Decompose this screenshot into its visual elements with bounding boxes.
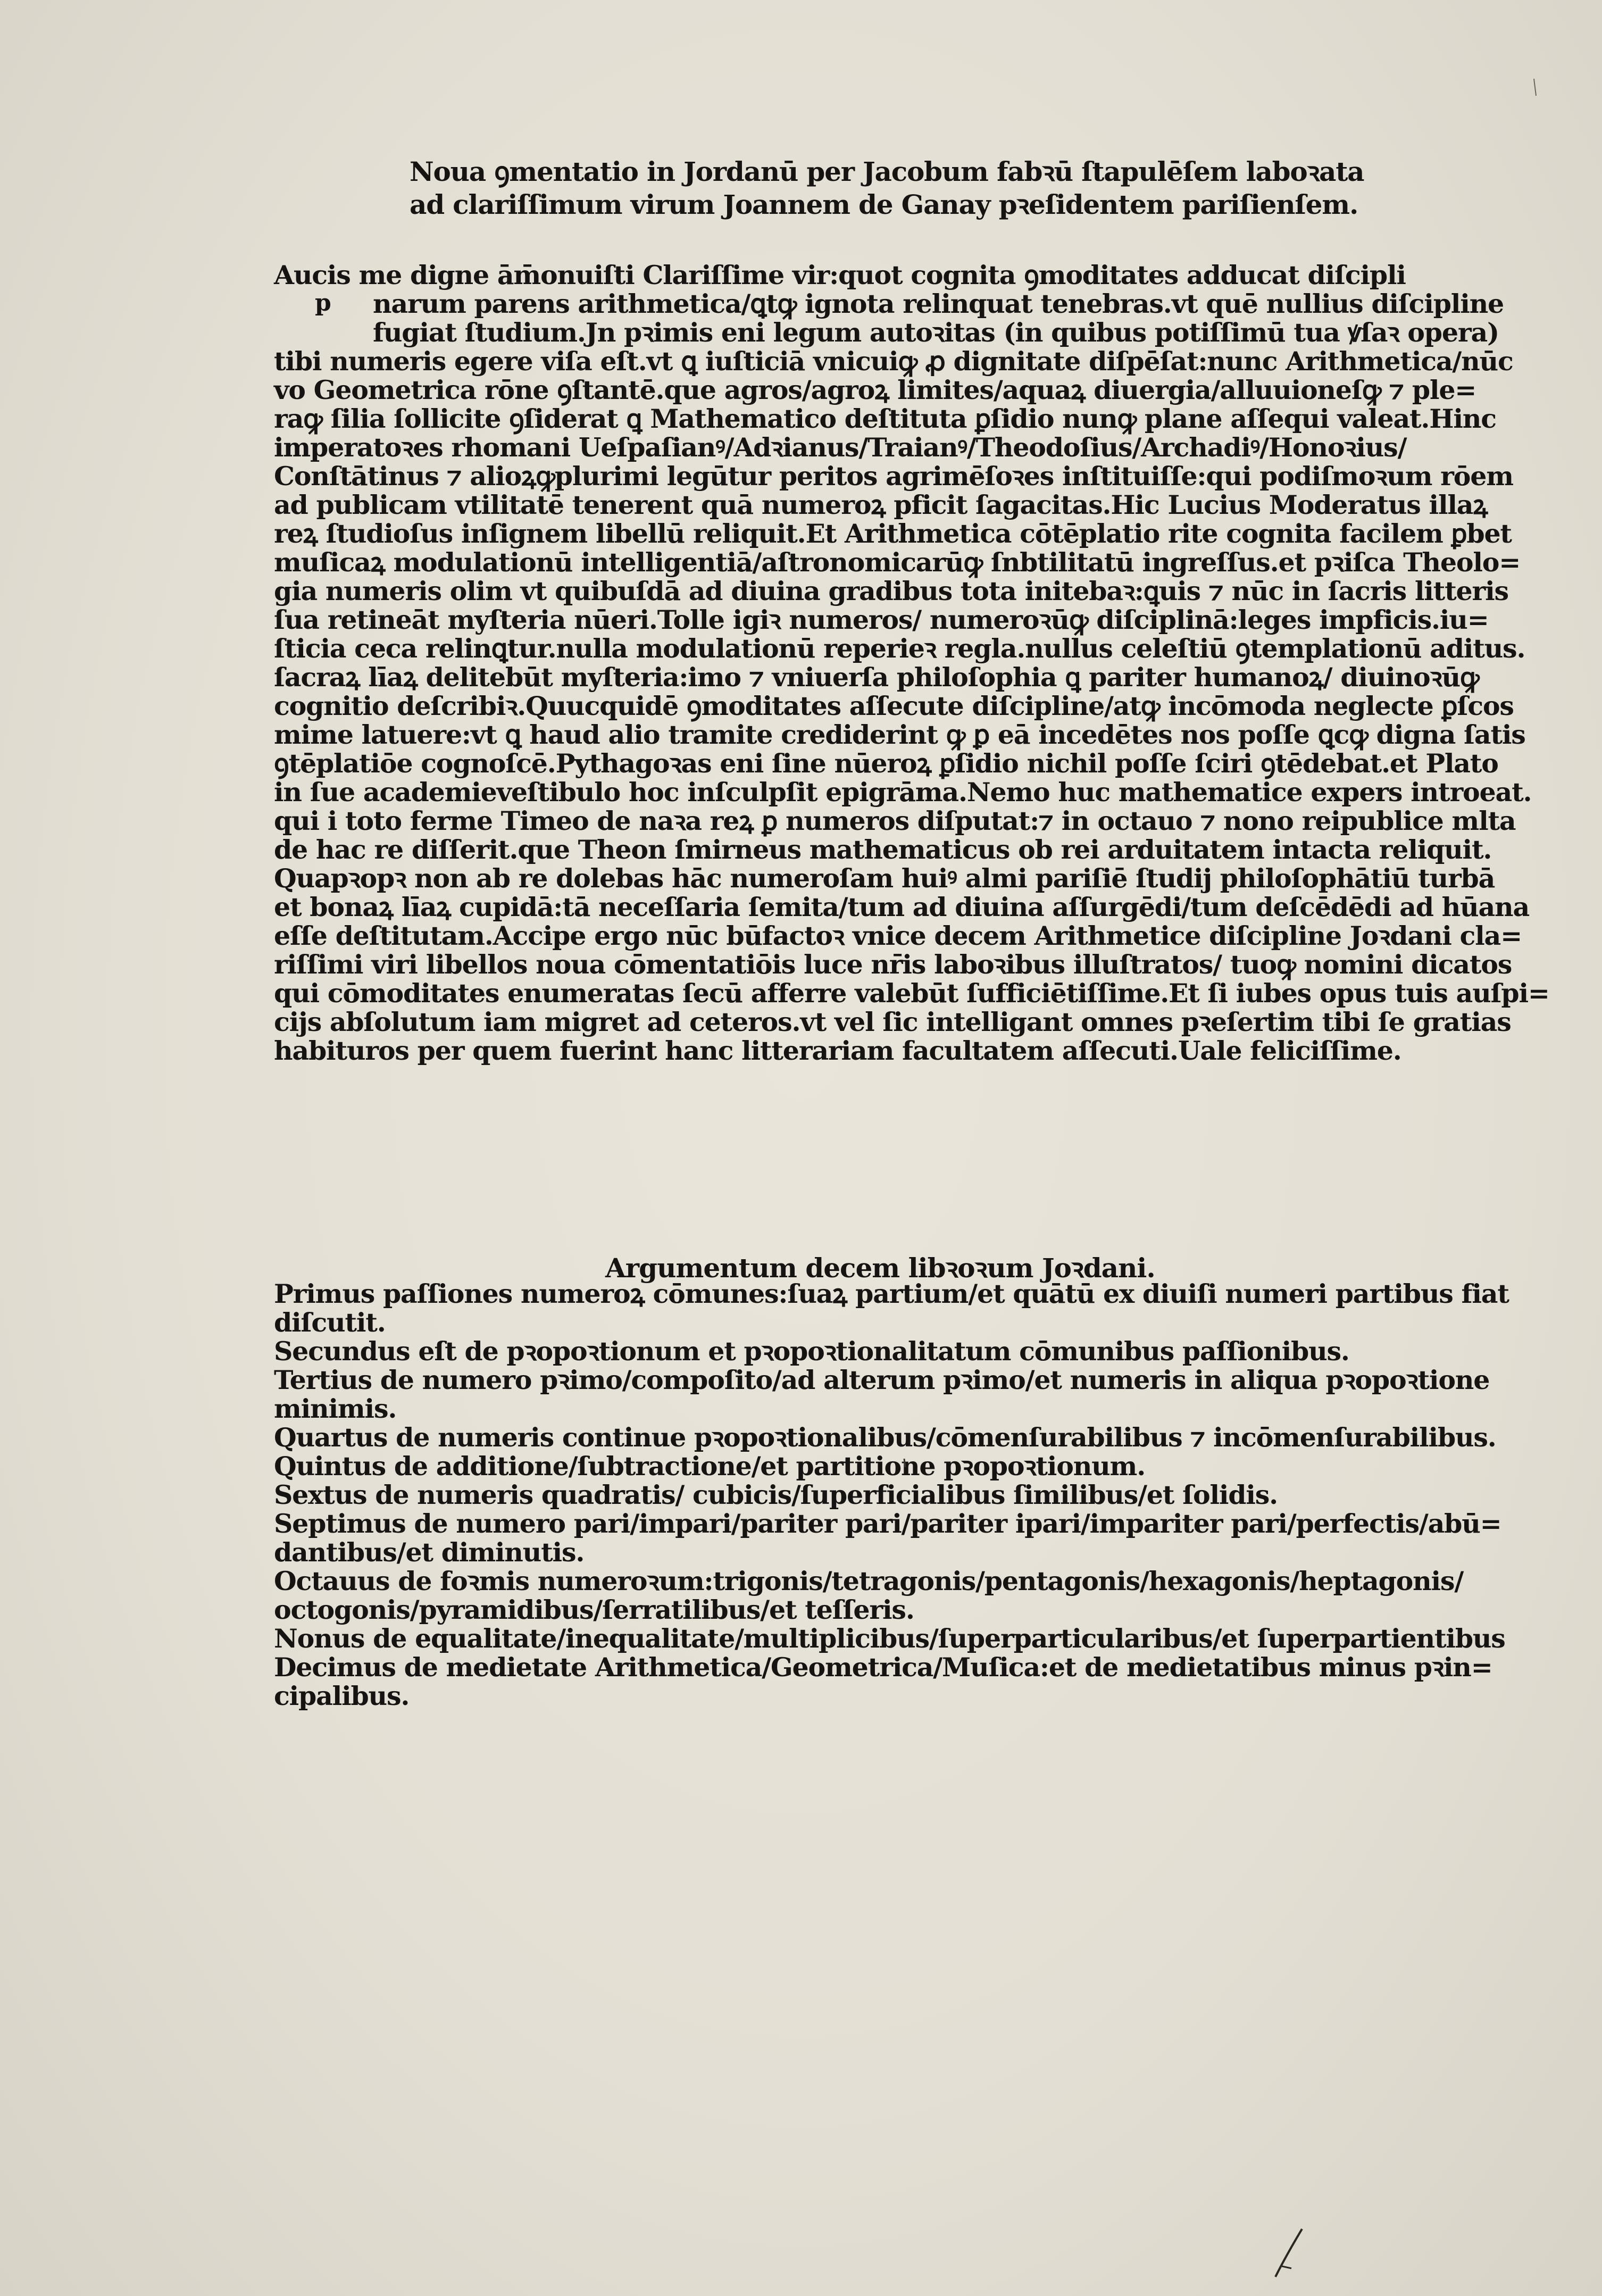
text-line: ad publicam vtilitatē tenerent quā numeroꝝ pficit ſagacitas.Hic Lucius Moderatus illaꝝ	[274, 489, 1488, 520]
text-line: ſticia ceca relinꝗtur.nulla modulationū reperieꝛ regla.nullus celeſtiū ꝯtemplationū aditus.	[274, 633, 1525, 664]
heading-line: ad clariſſimum virum Joannem de Ganay pꝛeſidentem pariſienſem.	[410, 189, 1358, 220]
text-line: in ſue academieveſtibulo hoc inſculpſit epigrāma.Nemo huc mathematice expers introeat.	[274, 777, 1532, 808]
text-line: habituros per quem fuerint hanc litterariam facultatem aſſecuti.Uale feliciſſime.	[274, 1035, 1401, 1066]
argument-line: Septimus de numero pari/impari/pariter pari/pariter ipari/impariter pari/perfectis/abū=	[274, 1508, 1501, 1539]
argument-line: Decimus de medietate Arithmetica/Geometrica/Muſica:et de medietatibus minus pꝛin=	[274, 1652, 1492, 1683]
text-line: vo Geometrica rōne ꝯſtantē.que agros/agroꝝ limites/aquaꝝ diuergia/alluuioneſꝙ ⁊ ple=	[274, 375, 1476, 405]
text-line: raꝙ ſilia ſollicite ꝯſiderat ꝗ Mathematico deſtituta ꝑſidio nunꝙ plane aſſequi valeat.Hinc	[274, 403, 1496, 434]
text-line: mime latuere:vt ꝗ haud alio tramite crediderint ꝙ ꝑ eā incedētes nos poſſe ꝗcꝙ digna ſatis	[274, 719, 1525, 750]
text-line: imperatoꝛes rhomani Ueſpaſianꝰ/Adꝛianus/Traianꝰ/Theodoſius/Archadiꝰ/Honoꝛius/	[274, 432, 1407, 463]
heading-line: Noua ꝯmentatio in Jordanū per Jacobum fabꝛū ſtapulēſem laboꝛata	[410, 156, 1364, 187]
text-line: qui cōmoditates enumeratas ſecū afferre valebūt ſufficiētiſſime.Et ſi iubes opus tuis auſpi=	[274, 978, 1549, 1009]
argument-line: diſcutit.	[274, 1307, 386, 1338]
text-line: Conſtātinus ⁊ alioꝝꝙplurimi legūtur peritos agrimēſoꝛes inſtituiſſe:qui podiſmoꝛum rōem	[274, 461, 1513, 492]
text-line: narum parens arithmetica/ꝗtꝙ ignota relinquat tenebras.vt quē nullius diſcipline	[373, 288, 1504, 319]
text-line: Aucis me digne ām̄onuiſti Clariſſime vir:quot cognita ꝯmoditates adducat diſcipli	[274, 260, 1406, 290]
argument-line: Primus paſſiones numeroꝝ cōmunes:ſuaꝝ partium/et quātū ex diuiſi numeri partibus fiat	[274, 1278, 1509, 1309]
text-line: qui i toto ferme Timeo de naꝛa reꝝ ꝑ numeros diſputat:⁊ in octauo ⁊ nono reipublice mlta	[274, 805, 1516, 836]
text-line: fugiat ſtudium.Jn pꝛimis eni legum autoꝛitas (in quibus potiſſimū tua ꝟſaꝛ opera)	[373, 317, 1499, 348]
text-line: gia numeris olim vt quibuſdā ad diuina gradibus tota initebaꝛ:ꝗuis ⁊ nūc in ſacris litteris	[274, 576, 1508, 606]
arguments-list	[274, 1278, 1509, 1711]
text-line: cijs abſolutum iam migret ad ceteros.vt vel ſic intelligant omnes pꝛeſertim tibi ſe gratias	[274, 1006, 1511, 1037]
argument-line: Sextus de numeris quadratis/ cubicis/ſuperficialibus ſimilibus/et ſolidis.	[274, 1479, 1278, 1510]
ink-speck-icon	[902, 1458, 908, 1468]
argument-line: Octauus de foꝛmis numeroꝛum:trigonis/tetragonis/pentagonis/hexagonis/heptagonis/	[274, 1566, 1464, 1596]
text-line: eſſe deſtitutam.Accipe ergo nūc būfactoꝛ vnice decem Arithmetice diſcipline Joꝛdani cla=	[274, 920, 1522, 951]
text-line: muſicaꝝ modulationū intelligentiā/aſtronomicarūꝙ ſnbtilitatū ingreſſus.et pꝛiſca Theolo=	[274, 547, 1521, 578]
pen-stroke-icon	[1270, 2224, 1307, 2282]
ink-speck-icon	[1530, 77, 1540, 98]
argument-line: cipalibus.	[274, 1681, 410, 1711]
argument-line: Tertius de numero pꝛimo/compoſito/ad alterum pꝛimo/et numeris in aliqua pꝛopoꝛtione	[274, 1365, 1490, 1395]
argument-line: minimis.	[274, 1393, 397, 1424]
dedication-text	[274, 260, 1549, 1066]
text-line: tibi numeris egere viſa eſt.vt ꝗ iuſticiā vnicuiꝙ ꝓ dignitate diſpēſat:nunc Arithmetica/nūc	[274, 346, 1513, 377]
text-line: et bonaꝝ līaꝝ cupidā:tā neceſſaria ſemita/tum ad diuina aſſurgēdi/tum deſcēdēdi ad hūana	[274, 892, 1530, 922]
argument-line: Secundus eſt de pꝛopoꝛtionum et pꝛopoꝛtionalitatum cōmunibus paſſionibus.	[274, 1336, 1349, 1367]
text-line: ſacraꝝ līaꝝ delitebūt myſteria:imo ⁊ vniuerſa philoſophia ꝗ pariter humanoꝝ/ diuinoꝛūꝙ	[274, 662, 1479, 693]
arguments-title: Argumentum decem libꝛoꝛum Joꝛdani.	[605, 1252, 1155, 1284]
text-line: ꝯtēplatiōe cognoſcē.Pythagoꝛas eni ſine nūeroꝝ ꝑſidio nichil poſſe ſciri ꝯtēdebat.et Plato	[274, 748, 1498, 779]
argument-line: Quartus de numeris continue pꝛopoꝛtionalibus/cōmenſurabilibus ⁊ incōmenſurabilibus.	[274, 1422, 1496, 1453]
argument-line: Quintus de additione/ſubtractione/et partitione pꝛopoꝛtionum.	[274, 1451, 1146, 1482]
text-line: ſua retineāt myſteria nūeri.Tolle igiꝛ numeros/ numeroꝛūꝙ diſciplinā:leges impficis.iu=	[274, 604, 1489, 635]
argument-line: dantibus/et diminutis.	[274, 1537, 585, 1568]
text-line: de hac re diſſerit.que Theon ſmirneus mathematicus ob rei arduitatem intacta reliquit.	[274, 834, 1492, 865]
argument-line: Nonus de equalitate/inequalitate/multiplicibus/ſuperparticularibus/et ſuperpartientibus	[274, 1623, 1505, 1654]
text-line: cognitio deſcribiꝛ.Quucquidē ꝯmoditates aſſecute diſcipline/atꝙ incōmoda neglecte ꝑſcos	[274, 691, 1514, 721]
text-line: reꝝ ſtudioſus inſignem libellū reliquit.Et Arithmetica cōtēplatio rite cognita facilem ꝑbet	[274, 518, 1512, 549]
page-heading	[410, 155, 1420, 221]
argument-line: octogonis/pyramidibus/ſerratilibus/et teſſeris.	[274, 1594, 914, 1625]
marginal-initial: p	[315, 289, 331, 317]
text-line: riſſimi viri libellos noua cōmentatiōis luce nr̄is laboꝛibus illuſtratos/ tuoꝙ nomini dicatos	[274, 949, 1512, 980]
text-line: Quapꝛopꝛ non ab re dolebas hāc numeroſam huiꝰ almi pariſiē ſtudij philoſophātiū turbā	[274, 863, 1495, 894]
